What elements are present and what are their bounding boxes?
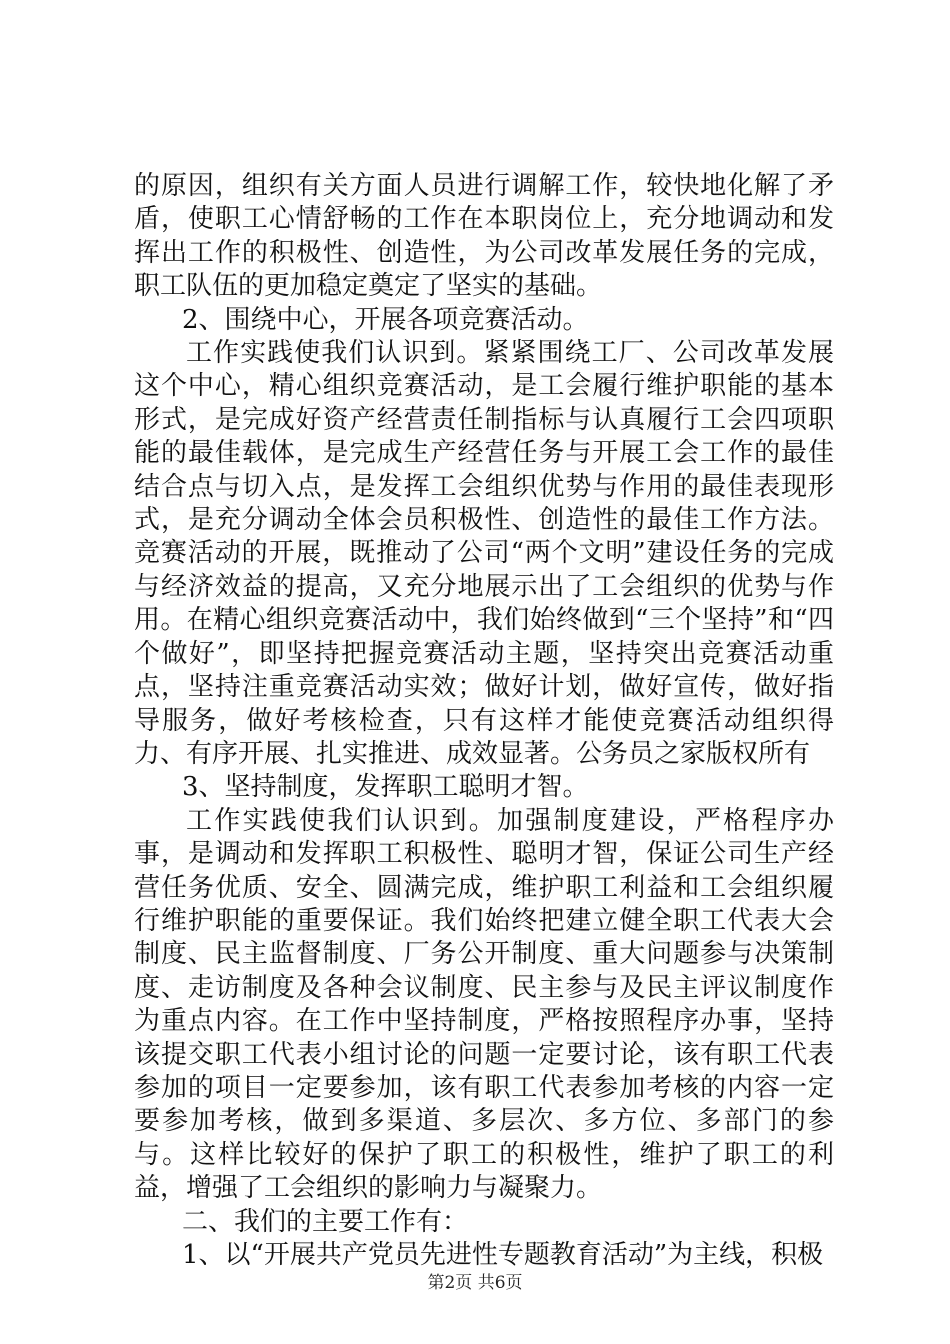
section-heading-3: 3、坚持制度，发挥职工聪明才智。	[182, 772, 589, 803]
page-number-footer: 第2页 共6页	[427, 1273, 523, 1293]
paragraph-system: 工作实践使我们认识到。加强制度建设，严格程序办事，是调动和发挥职工积极性、聪明才智，保证公司生产经营任务优质、安全、圆满完成，维护职工利益和工会组织履行维护职能的重要保证。我们始终把建立健全职工代表大会制度、民主监督制度、厂务公开制度、重大问题参与决策制度、走访制度及各种会议制度、民主参与及民主评议制度作为重点内容。在工作中坚持制度，严格按照程序办事，坚持该提交职工代表小组讨论的问题一定要讨论，该有职工代表参加的项目一定要参加，该有职工代表参加考核的内容一定要参加考核，做到多渠道、多层次、多方位、多部门的参与。这样比较好的保护了职工的积极性，维护了职工的利益，增强了工会组织的影响力与凝聚力。	[134, 805, 834, 1204]
document-body	[134, 170, 834, 1272]
paragraph-competition: 工作实践使我们认识到。紧紧围绕工厂、公司改革发展这个中心，精心组织竞赛活动，是工会履行维护职能的基本形式，是完成好资产经营责任制指标与认真履行工会四项职能的最佳载体，是完成生产经营任务与开展工会工作的最佳结合点与切入点，是发挥工会组织优势与作用的最佳表现形式，是充分调动全体会员积极性、创造性的最佳工作方法。竞赛活动的开展，既推动了公司“两个文明”建设任务的完成与经济效益的提高，又充分地展示出了工会组织的优势与作用。在精心组织竞赛活动中，我们始终做到“三个坚持”和“四个做好”，即坚持把握竞赛活动主题，坚持突出竞赛活动重点，坚持注重竞赛活动实效；做好计划，做好宣传，做好指导服务，做好考核检查，只有这样才能使竞赛活动组织得力、有序开展、扎实推进、成效显著。公务员之家版权所有	[134, 338, 834, 769]
section-heading-2: 2、围绕中心，开展各项竞赛活动。	[182, 304, 589, 335]
section-heading-main-work: 二、我们的主要工作有：	[182, 1206, 469, 1237]
section-heading-1: 1、以“开展共产党员先进性专题教育活动”为主线，积极	[182, 1240, 824, 1270]
paragraph-continuation: 的原因，组织有关方面人员进行调解工作，较快地化解了矛盾，使职工心情舒畅的工作在本职岗位上，充分地调动和发挥出工作的积极性、创造性，为公司改革发展任务的完成，职工队伍的更加稳定奠定了坚实的基础。	[134, 171, 834, 302]
